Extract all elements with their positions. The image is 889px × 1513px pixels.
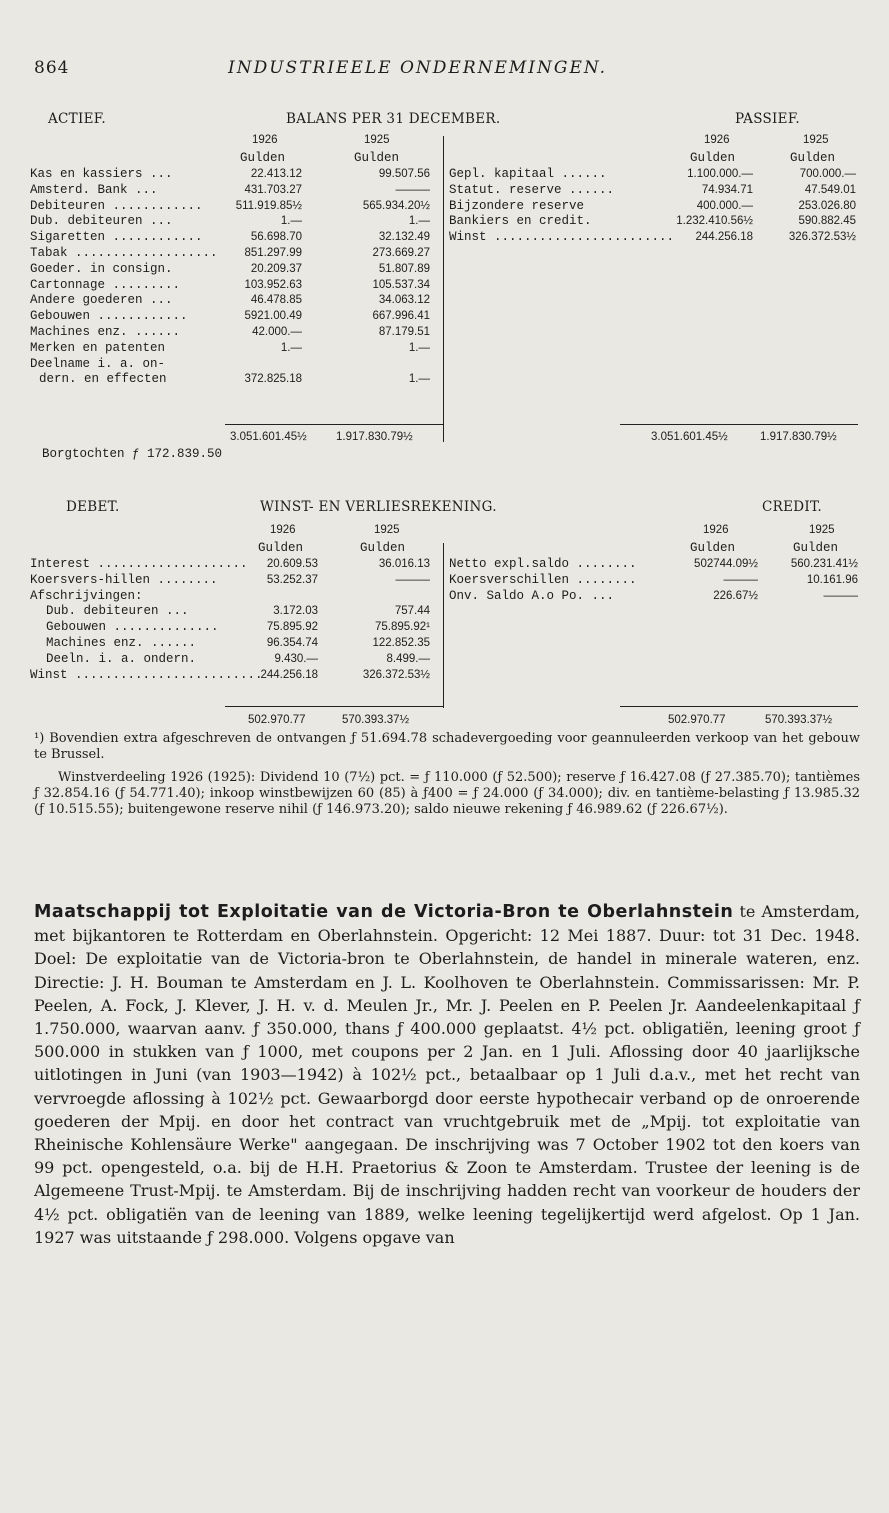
pl-right-labels <box>449 557 637 604</box>
pl-total-rule-right <box>620 706 858 707</box>
cell-1925: 99.507.56 <box>378 168 430 180</box>
cell-1925: 667.996.41 <box>372 310 430 323</box>
cell-1925: 253.026.80 <box>798 199 856 212</box>
cell-1925: 87.179.51 <box>378 325 430 338</box>
cell-1926: 46.478.85 <box>250 294 302 307</box>
row-label: dern. en effecten <box>39 372 167 387</box>
row-label: Interest .................... <box>30 557 248 571</box>
balance-left-1926 <box>206 167 302 388</box>
company-text: te Amsterdam, met bijkantoren te Rotterdam en Oberlahnstein. Opgericht: 12 Mei 1887. Duur: tot 31 Dec. 1948. Doel: De exploitatie van de Victoria-bron te Oberlahnstein, de handel in minerale wateren, enz. Directie: J. H. Bouman te Amsterdam en J. L. Koolhoven te Oberlahnstein. Commissarissen: Mr. P. Peelen, A. Fock, J. Klever, J. H. v. d. Meulen Jr., Mr. J. Peelen en P. Peelen Jr. Aandeelenkapitaal ƒ 1.750.000, waarvan aanv. ƒ 350.000, thans ƒ 400.000 geplaatst. 4½ pct. obligatiën, leening groot ƒ 500.000 in stukken van ƒ 1000, met coupons per 2 Jan. en 1 Juli. Aflossing door 40 jaarlijksche uitlotingen in Juni (van 1903—1942) à 102½ pct., betaalbaar op 1 Juli d.a.v., met het recht van vervroegde aflossing à 102½ pct. Gewaarborgd door eerste hypothecair verband op de onroerende goederen der Mpij. en door het contract van vruchtgebruik met de „Mpij. tot exploitatie van Rheinische Kohlensäure Werke" aangegaan. De inschrijving was 7 October 1902 tot den koers van 99 pct. opengesteld, o.a. bij de H.H. Praetorius & Zoon te Amsterdam. Trustee der leening is de Algemeene Trust-Mpij. te Amsterdam. Bij de inschrijving hadden recht van voorkeur de houders der 4½ pct. obligatiën van de leening van 1889, welke leening tegelijkertijd werd afgelost. Op 1 Jan. 1927 was uitstaande ƒ 298.000. Volgens opgave van <box>34 902 861 1247</box>
balance-total-rule-right <box>620 424 858 425</box>
row-label: Kas en kassiers ... <box>30 167 173 181</box>
pl-year-1925-left: 1925 <box>374 524 400 536</box>
balance-right-labels <box>449 167 674 246</box>
cell-1925: 1.— <box>408 373 430 386</box>
row-label: Gebouwen ............ <box>30 309 188 324</box>
cell-1925: ——— <box>823 589 858 602</box>
balance-left-labels <box>30 167 218 388</box>
cell-1925: 560.231.41½ <box>790 558 858 570</box>
cell-1925: 34.063.12 <box>378 294 430 307</box>
year-1925-right: 1925 <box>803 134 829 146</box>
cell-1926: 9.430.— <box>274 652 318 665</box>
row-label: Afschrijvingen: <box>30 588 143 603</box>
running-title: INDUSTRIEELE ONDERNEMINGEN. <box>228 58 608 78</box>
pl-year-1926-left: 1926 <box>270 524 296 536</box>
cell-1925: 757.44 <box>394 605 430 618</box>
row-label: Andere goederen ... <box>30 293 173 308</box>
cell-1925 <box>322 589 430 605</box>
cell-1925: 590.882.45 <box>798 215 856 228</box>
pl-left-1925 <box>322 557 430 683</box>
cell-1926: 244.256.18 <box>695 231 753 244</box>
cell-1925: 10.161.96 <box>806 573 858 586</box>
cell-1925: 326.372.53½ <box>362 668 430 681</box>
cell-1926: 20.609.53 <box>266 558 318 570</box>
unit-1926-right: Gulden <box>690 151 736 165</box>
row-label: Deelname i. a. on- <box>30 356 166 371</box>
pl-divider <box>443 543 444 708</box>
cell-1926: 851.297.99 <box>244 246 302 259</box>
year-1926-right: 1926 <box>704 134 730 146</box>
actief-label: ACTIEF. <box>48 111 106 127</box>
row-label: Machines enz. ...... <box>46 635 197 650</box>
cell-1926 <box>220 589 318 605</box>
pl-title: WINST- EN VERLIESREKENING. <box>260 499 497 515</box>
cell-1925: ——— <box>395 183 430 196</box>
cell-1926: 372.825.18 <box>244 373 302 386</box>
unit-1925-right: Gulden <box>790 151 836 165</box>
cell-1926: ——— <box>723 573 758 586</box>
pl-unit-1926-right: Gulden <box>690 541 736 555</box>
cell-1925: 36.016.13 <box>378 558 430 570</box>
row-label: Koersverschillen ........ <box>449 572 637 587</box>
cell-1926: 22.413.12 <box>250 168 302 180</box>
row-label: Bankiers en credit. <box>449 214 592 229</box>
balance-left-total-1926: 3.051.601.45½ <box>230 431 307 443</box>
cell-1925: 326.372.53½ <box>788 231 856 244</box>
page-number: 864 <box>34 58 70 78</box>
passief-label: PASSIEF. <box>735 111 800 127</box>
cell-1926: 103.952.63 <box>244 278 302 291</box>
row-label: Bijzondere reserve <box>449 198 585 213</box>
debet-label: DEBET. <box>66 499 120 515</box>
winstverdeeling: Winstverdeeling 1926 (1925): Dividend 10 (7½) pct. = ƒ 110.000 (ƒ 52.500); reserve ƒ 16.427.08 (ƒ 27.385.70); tantièmes ƒ 32.854.16 (ƒ 54.771.40); inkoop winstbewijzen 60 (85) à ƒ400 = ƒ 24.000 (ƒ 34.000); div. en tantième-belasting ƒ 13.985.32 (ƒ 10.515.55); buitengewone reserve nihil (ƒ 146.973.20); saldo nieuwe rekening ƒ 46.989.62 (ƒ 226.67½). <box>34 770 860 818</box>
row-label: Amsterd. Bank ... <box>30 182 158 197</box>
cell-1925: 122.852.35 <box>372 636 430 649</box>
cell-1925: 8.499.— <box>386 652 430 665</box>
cell-1926: 1.232.410.56½ <box>676 215 753 228</box>
row-label: Dub. debiteuren ... <box>46 604 189 619</box>
cell-1926: 431.703.27 <box>244 183 302 196</box>
cell-1925: 51.807.89 <box>378 262 430 275</box>
row-label: Deeln. i. a. ondern. <box>46 651 197 666</box>
cell-1926: 244.256.18 <box>260 668 318 681</box>
row-label: Koersvers-hillen ........ <box>30 572 218 587</box>
row-label: Winst ........................ <box>449 230 675 245</box>
row-label: Tabak ................... <box>30 245 218 260</box>
pl-unit-1926-left: Gulden <box>258 541 304 555</box>
year-1925-left: 1925 <box>364 134 390 146</box>
balance-right-total-1925: 1.917.830.79½ <box>760 431 837 443</box>
balance-left-1925 <box>322 167 430 388</box>
cell-1925: 75.895.92¹ <box>375 621 430 634</box>
company-name: Maatschappij tot Exploitatie van de Victoria-Bron te Oberlahnstein <box>34 902 734 922</box>
cell-1926: 42.000.— <box>252 325 302 338</box>
company-entry <box>34 900 860 1249</box>
pl-left-total-1926: 502.970.77 <box>248 714 306 726</box>
cell-1926: 75.895.92 <box>266 621 318 634</box>
cell-1925: 47.549.01 <box>804 183 856 196</box>
row-label: Statut. reserve ...... <box>449 182 615 197</box>
balance-left-total-1925: 1.917.830.79½ <box>336 431 413 443</box>
row-label: Dub. debiteuren ... <box>30 214 173 229</box>
unit-1926-left: Gulden <box>240 151 286 165</box>
cell-1926: 226.67½ <box>713 589 758 602</box>
cell-1925 <box>322 357 430 373</box>
row-label: Gepl. kapitaal ...... <box>449 167 607 181</box>
balance-title: BALANS PER 31 DECEMBER. <box>286 111 501 127</box>
cell-1925: 1.— <box>408 215 430 228</box>
pl-total-rule-left <box>225 706 443 707</box>
balance-divider <box>443 136 444 442</box>
row-label: Merken en patenten <box>30 340 166 355</box>
unit-1925-left: Gulden <box>354 151 400 165</box>
pl-unit-1925-left: Gulden <box>360 541 406 555</box>
cell-1925: ——— <box>395 573 430 586</box>
cell-1926: 5921.00.49 <box>244 310 302 323</box>
cell-1925: 565.934.20½ <box>362 199 430 212</box>
pl-right-1925 <box>760 557 858 604</box>
cell-1925: 273.669.27 <box>372 246 430 259</box>
pl-left-1926 <box>220 557 318 683</box>
balance-total-rule-left <box>225 424 443 425</box>
cell-1926: 1.— <box>280 215 302 228</box>
row-label: Onv. Saldo A.o Po. ... <box>449 588 615 603</box>
row-label: Debiteuren ............ <box>30 198 203 213</box>
pl-right-total-1925: 570.393.37½ <box>765 714 833 726</box>
balance-right-1926 <box>655 167 753 246</box>
borgtochten: Borgtochten ƒ 172.839.50 <box>42 447 223 461</box>
row-label: Winst ......................... <box>30 667 263 682</box>
row-label: Gebouwen .............. <box>46 620 219 635</box>
cell-1925: 700.000.— <box>799 168 856 180</box>
cell-1925: 1.— <box>408 341 430 354</box>
cell-1926: 502744.09½ <box>694 558 758 570</box>
cell-1926: 1.— <box>280 341 302 354</box>
balance-right-1925 <box>758 167 856 246</box>
pl-year-1925-right: 1925 <box>809 524 835 536</box>
row-label: Netto expl.saldo ........ <box>449 557 637 571</box>
footnote: ¹) Bovendien extra afgeschreven de ontvangen ƒ 51.694.78 schadevergoeding voor geannuleerden verkoop van het gebouw te Brussel. <box>34 731 860 762</box>
pl-unit-1925-right: Gulden <box>793 541 839 555</box>
pl-year-1926-right: 1926 <box>703 524 729 536</box>
cell-1925: 32.132.49 <box>378 231 430 244</box>
cell-1926: 56.698.70 <box>250 231 302 244</box>
cell-1926: 1.100.000.— <box>687 168 753 180</box>
cell-1926 <box>206 357 302 373</box>
year-1926-left: 1926 <box>252 134 278 146</box>
balance-right-total-1926: 3.051.601.45½ <box>651 431 728 443</box>
cell-1925: 105.537.34 <box>372 278 430 291</box>
pl-right-1926 <box>660 557 758 604</box>
row-label: Machines enz. ...... <box>30 324 181 339</box>
cell-1926: 96.354.74 <box>266 636 318 649</box>
cell-1926: 511.919.85½ <box>235 199 302 212</box>
credit-label: CREDIT. <box>762 499 822 515</box>
cell-1926: 3.172.03 <box>273 605 318 618</box>
row-label: Goeder. in consign. <box>30 261 173 276</box>
cell-1926: 400.000.— <box>696 199 753 212</box>
cell-1926: 74.934.71 <box>701 183 753 196</box>
pl-left-total-1925: 570.393.37½ <box>342 714 410 726</box>
row-label: Sigaretten ............ <box>30 230 203 245</box>
row-label: Cartonnage ......... <box>30 277 181 292</box>
cell-1926: 20.209.37 <box>250 262 302 275</box>
cell-1926: 53.252.37 <box>266 573 318 586</box>
pl-right-total-1926: 502.970.77 <box>668 714 726 726</box>
